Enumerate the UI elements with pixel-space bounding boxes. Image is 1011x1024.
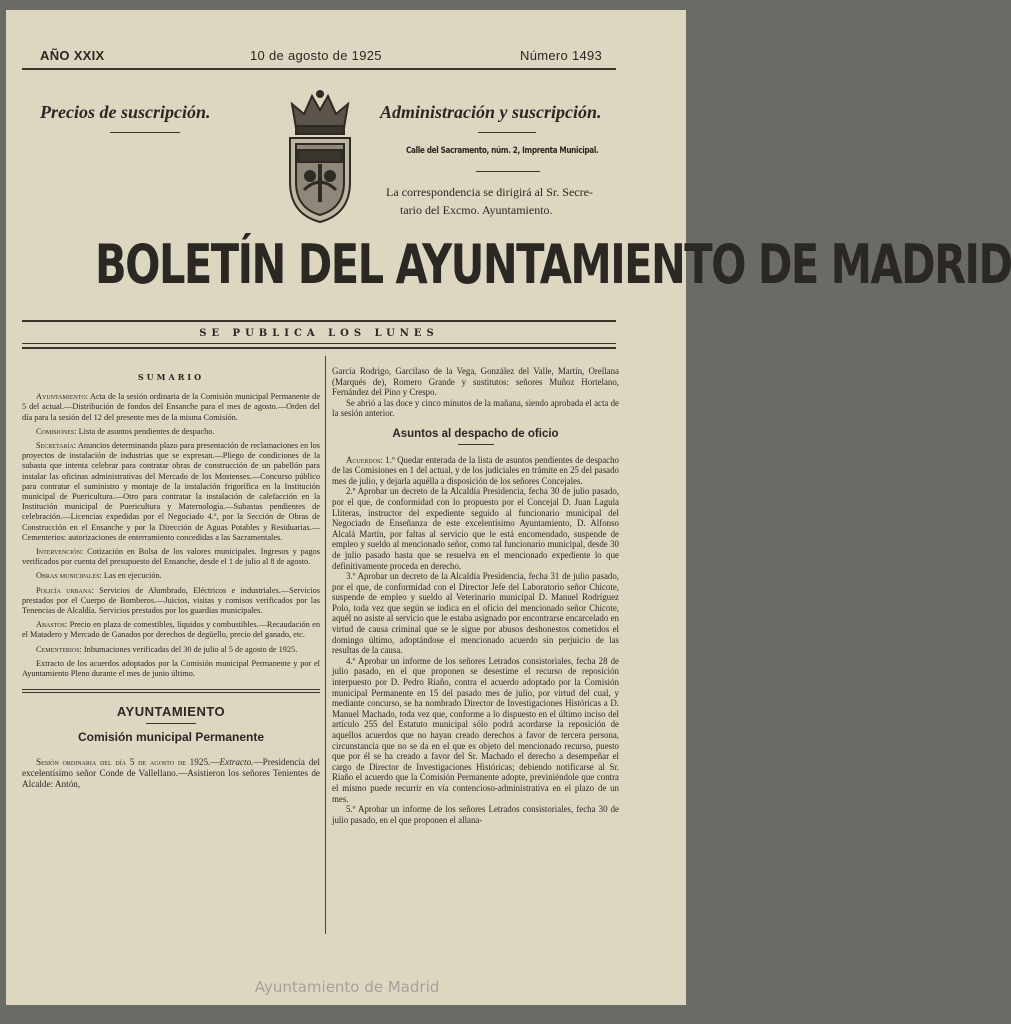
ayuntamiento-heading: AYUNTAMIENTO [116,704,226,720]
newspaper-page [6,10,1011,1005]
right-column [332,366,619,825]
sumario-item: Ayuntamiento: Acta de la sesión ordinaria de la Comisión municipal Permanente de 5 del actual.—Distribución de fondos del Ensanche para el mes de agosto.—Orden del día para la sesión del 12 del presente mes de la misma Comisión. [22,392,320,422]
watermark: Ayuntamiento de Madrid [254,978,440,996]
sumario-heading: SUMARIO [137,372,205,382]
title-rule-bottom [22,347,616,349]
subscription-divider [110,132,180,133]
sumario-item: Secretaría: Anuncios determinando plazo para presentación de reclamaciones en los proyectos de instalación de industrias que se expresan.—Pliego de condiciones de la subasta que intenta celebrar para contratar obras de construcción de un pabellón para instalar las oficinas administrativas del Mercado de los Mostenses.—Concurso público para contratar el suministro y montaje de la instalación frigorífica en la Institución municipal de Puericultura.—Otro para contratar la instalación de calefacción en la Institución municipal de Puericultura y Maternología.—Subastas pendientes de celebración.—Licencias expedidas por el Negociado 4.º, por la Sección de Obras de Construcción en el Ensanche y por la Dirección de Aguas Potables y Residuarias.—Cementerios: autorizaciones de enterramiento concedidas a las Sacramentales. [22,441,320,542]
agreement-paragraph: 2.º Aprobar un decreto de la Alcaldía Presidencia, fecha 30 de julio pasado, por el que, de conformidad con lo propuesto por el Concejal D. Juan Lagula Lliteras, instructor del expediente seguido al funcionario municipal del Negociado de Enseñanza de este excelentísimo Ayuntamiento, D. Alfonso Alcalá Martín, por faltas al servicio que le está encomendado, suspende de empleo y sueldo al mencionado señor, como tal funcionario municipal, desde 30 de julio pasado hasta que se resuelva en el mencionado expediente lo que definitivamente proceda en derecho. [332,486,619,571]
correspondence-note-2: tario del Excmo. Ayuntamiento. [400,203,553,217]
session-paragraph: Sesión ordinaria del día 5 de agosto de 1925.—Extracto.—Presidencia del excelentísimo señor Conde de Vallellano.—Asistieron los señores Tenientes de Alcalde: Antón, [22,756,320,789]
asuntos-heading: Asuntos al despacho de oficio [392,427,559,440]
agreement-paragraph: 3.º Aprobar un decreto de la Alcaldía Presidencia, fecha 31 de julio pasado, por el que, de conformidad con el Director Jefe del Laboratorio señor Chicote, suspende de empleo y sueldo al Veterinario municipal D. Manuel Rodríguez Polo, toda vez que según se indica en el oficio del mencionado señor Chicote, aquél no asiste al servicio que le estaba asignado por encontrarse encarcelado en virtud de causa criminal que se le sigue por abusos deshonestos cometidos el domingo último, adoptándose el mencionado acuerdo sin perjuicio de las resultas de la causa. [332,571,619,656]
issue-date: 10 de agosto de 1925 [250,48,382,63]
agreement-paragraph: 4.º Aprobar un informe de los señores Letrados consistoriales, fecha 28 de julio pasado, en el que proponen se desestime el recurso de reposición interpuesto por D. Pedro Riaño, contra el acuerdo adoptado por la Comisión municipal Permanente en 15 del pasado mes de julio, por virtud del cual, y mediante concurso, se ha nombrado Director de Investigaciones Históricas a D. Manuel Machado, toda vez que, conforme a lo dispuesto en el último inciso del artículo 255 del Estatuto municipal sólo podrá acordarse la reposición de aquellos acuerdos que no hayan creado derechos a favor de tercera persona, circunstancia que no se da en el que es objeto del mencionado recurso, puesto que por él se ha creado a favor del Sr. Machado el derecho a desempeñar el cargo de Director de Investigaciones Históricas; debiendo notificarse al Sr. Riaño el acuerdo que la Comisión Permanente adopte, previniéndole que contra el mismo puede recurrir en vía contencioso-administrativa en el plazo de un mes. [332,655,619,804]
administration-address: Calle del Sacramento, núm. 2, Imprenta Municipal. [406,146,599,156]
title-rule-mid [22,343,616,344]
agreement-paragraph: 5.º Aprobar un informe de los señores Letrados consistoriales, fecha 30 de julio pasado, en el que proponen el allana- [332,804,619,825]
subscription-title: Precios de suscripción. [40,102,211,122]
session-opening: Se abrió a las doce y cinco minutos de la mañana, siendo aprobada el acta de la sesión anterior. [332,397,619,419]
year-label: AÑO XXIX [40,48,105,63]
title-rule-top [22,320,616,322]
ayuntamiento-divider [146,723,196,724]
comision-heading: Comisión municipal Permanente [77,730,265,745]
address-divider [476,171,540,172]
top-rule [22,68,616,70]
bulletin-title: BOLETÍN DEL AYUNTAMIENTO DE MADRID [95,233,1011,296]
correspondence-note-1: La correspondencia se dirigirá al Sr. Secre- [386,185,593,199]
madrid-coat-of-arms-icon [282,90,358,226]
sumario-item: Policía urbana: Servicios de Alumbrado, Eléctricos e industriales.—Servicios prestados por el Cuerpo de Bomberos.—Juicios, visitas y comisos verificados por las Tenencias de Alcaldía. Servicios prestados por los guardias municipales. [22,585,320,616]
sumario-item: Cementerios: Inhumaciones verificadas del 30 de julio al 5 de agosto de 1925. [36,644,298,654]
publication-frequency: SE PUBLICA LOS LUNES [199,328,439,339]
sumario-item: Obras municipales: Las en ejecución. [36,571,162,581]
section-rule-2 [22,692,320,693]
asuntos-divider [458,444,494,445]
left-column [22,366,320,794]
attendees-continuation: García Rodrigo, Garcilaso de la Vega, González del Valle, Martín, Orellana (Marqués de), Romero Grande y sustitutos: señores Muñoz Hortelano, Fernández del Pino y Crespo. [332,366,619,398]
agreement-paragraph: Acuerdos: 1.º Quedar enterada de la lista de asuntos pendientes de despacho de las Comisiones en 1 del actual, y de los judiciales en trámite en 25 del pasado mes de julio, y dejarla aquélla a disposición de los señores Concejales. [332,454,619,486]
sumario-item: Comisiones: Lista de asuntos pendientes de despacho. [36,426,215,436]
administration-title: Administración y suscripción. [380,102,602,122]
issue-number: Número 1493 [520,48,603,63]
sumario-item: Extracto de los acuerdos adoptados por la Comisión municipal Permanente y por el Ayuntamiento Pleno durante el mes de junio último. [22,658,320,679]
sumario-item: Intervención: Cotización en Bolsa de los valores municipales. Ingresos y pagos verificados por cuenta del presupuesto del Ensanche, desde el 1 de julio al 8 de agosto. [22,547,320,567]
sumario-item: Abastos: Precio en plaza de comestibles, líquidos y combustibles.—Recaudación en el Matadero y Mercado de Ganados por derechos de degüello, precio del ganado, etc. [22,620,320,640]
section-rule [22,689,320,690]
column-divider [325,356,326,934]
administration-divider [478,132,536,133]
